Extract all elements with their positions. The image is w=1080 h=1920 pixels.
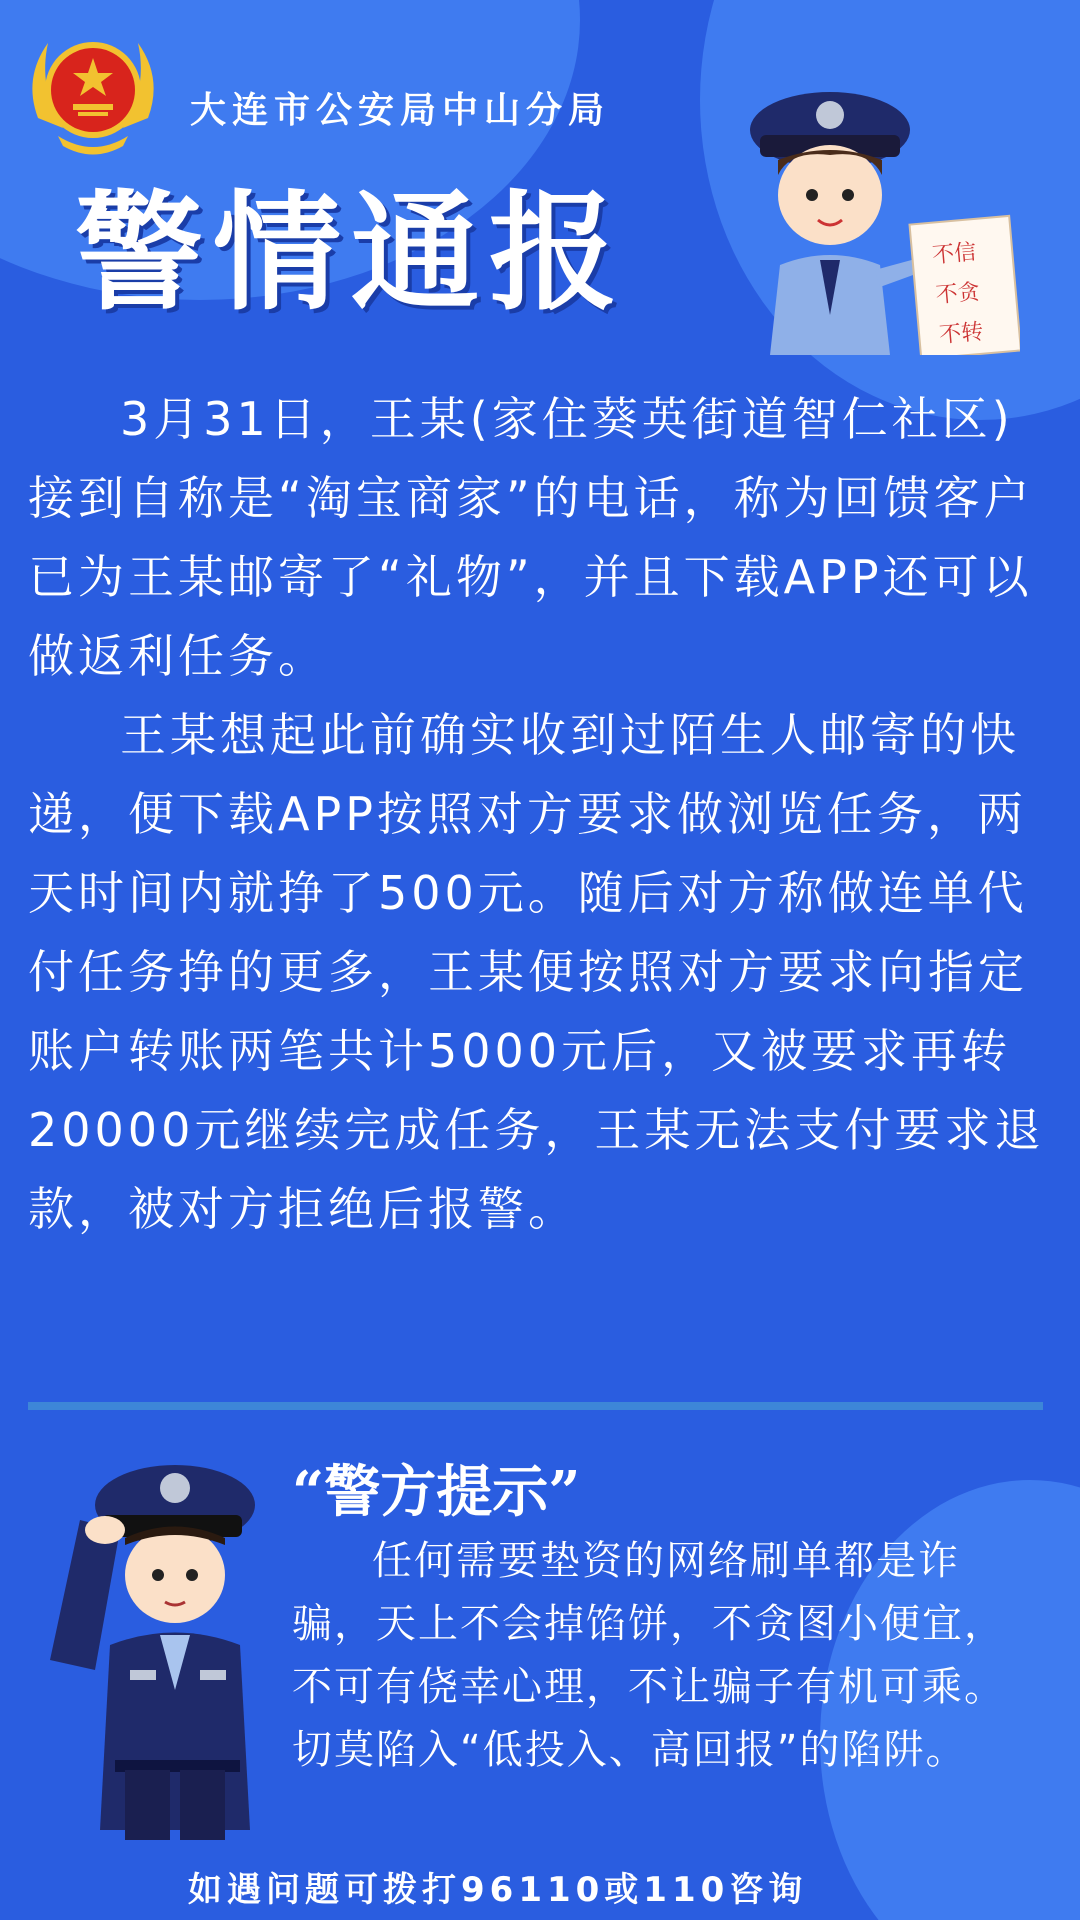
section-divider xyxy=(28,1402,1043,1410)
report-paragraph-2: 王某想起此前确实收到过陌生人邮寄的快递，便下载APP按照对方要求做浏览任务，两天时间内就挣了500元。随后对方称做连单代付任务挣的更多，王某便按照对方要求向指定账户转账两笔共计5000元后，又被要求再转20000元继续完成任务，王某无法支付要求退款，被对方拒绝后报警。 xyxy=(28,708,1045,1236)
sign-text-2: 不贪 xyxy=(934,279,981,309)
saluting-officer-icon xyxy=(40,1430,280,1850)
report-body xyxy=(28,380,1058,1249)
officer-illustration-icon xyxy=(720,55,1020,355)
report-paragraph-1: 3月31日，王某(家住葵英街道智仁社区)接到自称是“淘宝商家”的电话，称为回馈客户已为王某邮寄了“礼物”，并且下载APP还可以做返利任务。 xyxy=(28,392,1034,683)
police-emblem-icon xyxy=(18,18,168,168)
page-title: 警情通报 xyxy=(75,179,628,328)
sign-text-1: 不信 xyxy=(931,239,978,269)
organization-name: 大连市公安局中山分局 xyxy=(190,90,611,131)
tips-paragraph: 任何需要垫资的网络刷单都是诈骗，天上不会掉馅饼，不贪图小便宜，不可有侥幸心理，不让骗子有机可乘。切莫陷入“低投入、高回报”的陷阱。 xyxy=(292,1538,1006,1773)
contact-footer: 如遇问题可拨打96110或110咨询 xyxy=(188,1870,808,1910)
tips-body xyxy=(292,1530,1022,1782)
tips-title: “警方提示” xyxy=(292,1459,581,1525)
sign-text-3: 不转 xyxy=(938,319,985,349)
